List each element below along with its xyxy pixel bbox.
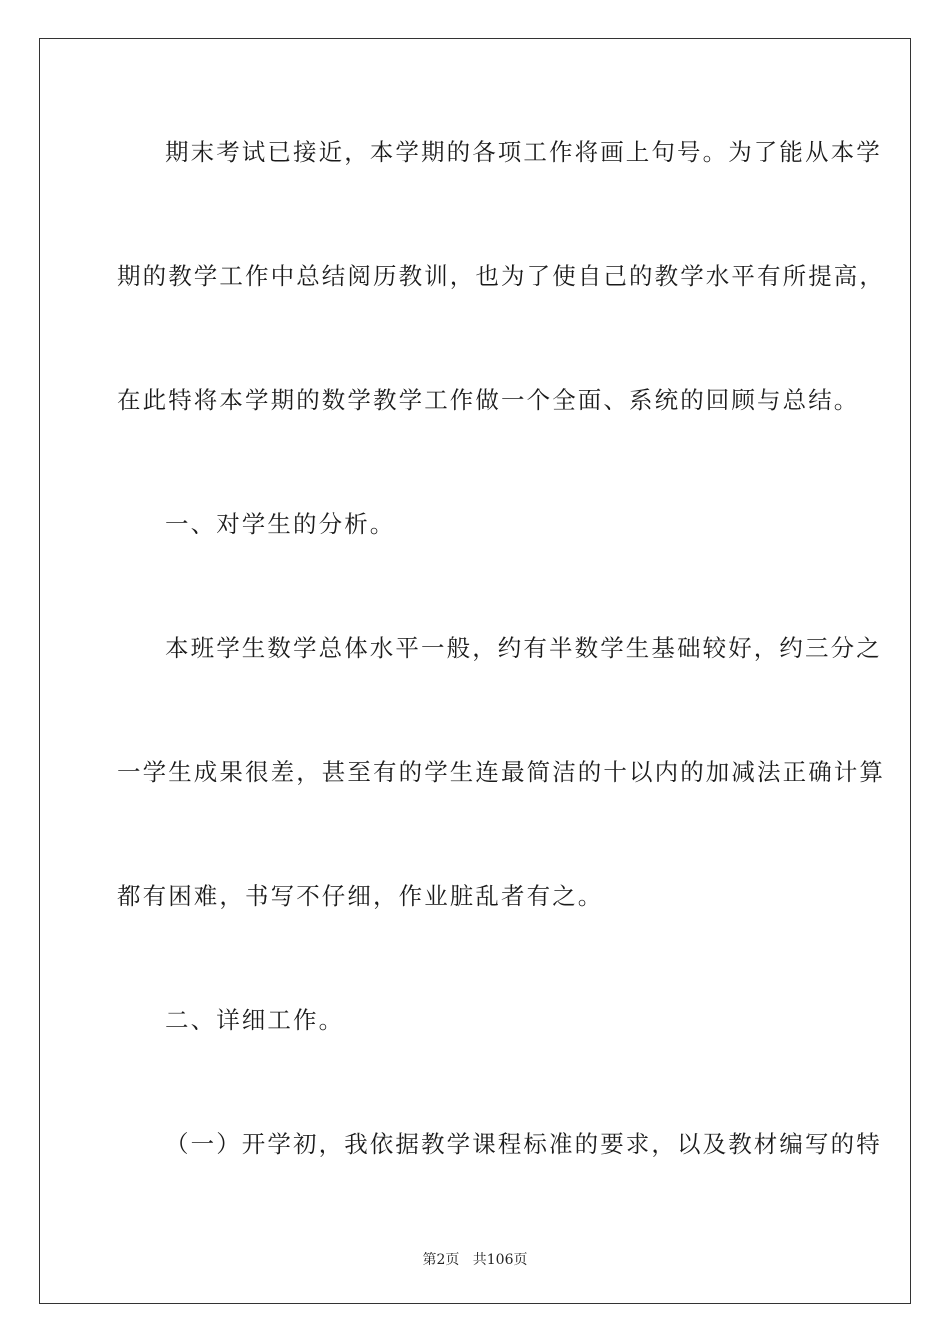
paragraph-line-1: 期末考试已接近，本学期的各项工作将画上句号。为了能从本学 [165, 138, 882, 166]
paragraph-line-6: 都有困难，书写不仔细，作业脏乱者有之。 [117, 882, 604, 910]
paragraph-line-7: （一）开学初，我依据教学课程标准的要求，以及教材编写的特 [165, 1130, 882, 1158]
paragraph-line-2: 期的教学工作中总结阅历教训，也为了使自己的教学水平有所提高， [117, 262, 885, 290]
section-heading-1: 一、对学生的分析。 [165, 510, 396, 538]
paragraph-line-5: 一学生成果很差，甚至有的学生连最简洁的十以内的加减法正确计算 [117, 758, 885, 786]
page-border [39, 38, 911, 1304]
page-footer [0, 1249, 950, 1269]
page-number: 第2页 [422, 1252, 460, 1268]
paragraph-line-4: 本班学生数学总体水平一般，约有半数学生基础较好，约三分之 [165, 634, 882, 662]
total-pages: 共106页 [472, 1252, 528, 1268]
section-heading-2: 二、详细工作。 [165, 1006, 345, 1034]
paragraph-line-3: 在此特将本学期的数学教学工作做一个全面、系统的回顾与总结。 [117, 386, 860, 414]
